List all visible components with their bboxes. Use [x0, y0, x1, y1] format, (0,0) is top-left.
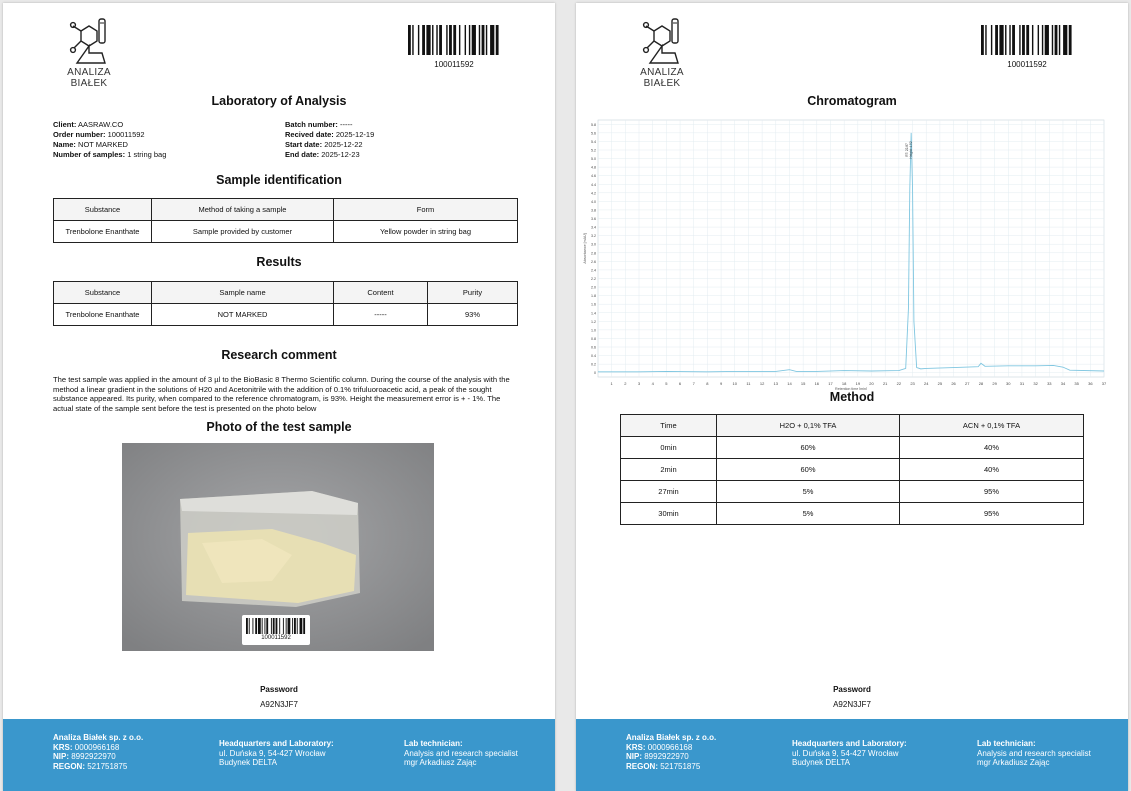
table-cell: 95% — [900, 503, 1084, 525]
tech-title: Lab technician: — [404, 739, 463, 748]
samples-value: 1 string bag — [127, 150, 167, 159]
photo-label-sticker — [242, 615, 310, 645]
y-axis-label: Absorbance [mAU] — [583, 233, 587, 264]
table-cell: Trenbolone Enanthate — [54, 221, 152, 243]
x-tick-label: 14 — [787, 381, 792, 386]
client-label: Client: — [53, 120, 77, 129]
brand-name: ANALIZA BIAŁEK — [640, 67, 684, 89]
y-tick-label: 4.4 — [591, 182, 596, 187]
y-tick-label: 5.4 — [591, 139, 596, 144]
barcode-number: 100011592 — [1007, 60, 1047, 69]
tech-role: Analysis and research specialist — [977, 748, 1091, 758]
samples-label: Number of samples: — [53, 150, 126, 159]
start-value: 2025-12-22 — [324, 140, 363, 149]
method-title: Method — [829, 390, 875, 404]
x-tick-label: 25 — [937, 381, 943, 386]
y-tick-label: 1.8 — [591, 294, 596, 299]
tech-title: Lab technician: — [977, 739, 1036, 748]
table-header: Substance — [54, 199, 152, 221]
footer-technician — [404, 739, 518, 768]
y-tick-label: 0.4 — [591, 354, 596, 359]
krs-label: KRS: — [626, 742, 646, 752]
table-cell: 93% — [428, 304, 518, 326]
order-label: Order number: — [53, 130, 106, 139]
table-header: Sample name — [152, 282, 334, 304]
x-tick-label: 11 — [746, 381, 751, 386]
end-value: 2025-12-23 — [321, 150, 360, 159]
regon-label: REGON: — [53, 761, 85, 771]
y-tick-label: 0.2 — [591, 362, 596, 367]
x-tick-label: 16 — [814, 381, 820, 386]
x-tick-label: 23 — [910, 381, 915, 386]
tech-name: mgr Arkadiusz Zając — [977, 758, 1050, 768]
x-tick-label: 21 — [882, 381, 888, 386]
x-tick-label: 15 — [800, 381, 806, 386]
x-tick-label: 30 — [1006, 381, 1011, 386]
x-tick-label: 34 — [1060, 381, 1066, 386]
received-value: 2025-12-19 — [335, 130, 375, 139]
results-table — [53, 281, 518, 326]
table-cell: 0min — [621, 437, 717, 459]
molecule-logo-icon — [69, 17, 113, 65]
nip-value: 8992922970 — [71, 752, 116, 762]
y-tick-label: 0.8 — [591, 336, 596, 341]
x-tick-label: 1 — [610, 381, 613, 386]
x-tick-label: 29 — [992, 381, 997, 386]
y-tick-label: 0 — [594, 371, 596, 376]
client-value: AASRAW.CO — [78, 120, 124, 129]
x-tick-label: 24 — [923, 381, 929, 386]
sample-id-table — [53, 198, 518, 243]
footer-company — [626, 733, 716, 771]
peak-annotation: RT: 22.87 — [905, 143, 910, 157]
x-tick-label: 19 — [855, 381, 861, 386]
x-tick-label: 12 — [759, 381, 765, 386]
table-header: Substance — [54, 282, 152, 304]
x-tick-label: 17 — [828, 381, 833, 386]
table-cell: Yellow powder in string bag — [334, 221, 518, 243]
table-cell: 27min — [621, 481, 717, 503]
order-value: 100011592 — [107, 130, 145, 139]
hq-building: Budynek DELTA — [792, 758, 850, 768]
x-tick-label: 20 — [869, 381, 874, 386]
y-tick-label: 1.4 — [591, 311, 596, 316]
hq-address: ul. Duńska 9, 54-427 Wrocław — [792, 748, 899, 758]
y-tick-label: 2.2 — [591, 276, 596, 281]
y-tick-label: 2.6 — [591, 259, 596, 264]
table-cell: 5% — [717, 481, 900, 503]
x-tick-label: 6 — [678, 381, 682, 386]
footer-headquarters — [792, 739, 907, 768]
batch-label: Batch number: — [285, 120, 338, 129]
password-value: A92N3JF7 — [260, 700, 298, 709]
x-tick-label: 33 — [1047, 381, 1052, 386]
barcode-icon — [981, 25, 1073, 55]
x-tick-label: 35 — [1074, 381, 1079, 386]
x-axis-label: Retention time [min] — [835, 387, 867, 390]
password-value: A92N3JF7 — [833, 700, 871, 709]
regon-value: 521751875 — [87, 761, 128, 771]
x-tick-label: 5 — [665, 381, 668, 386]
barcode-icon — [246, 618, 306, 634]
y-tick-label: 1.6 — [591, 302, 596, 307]
table-cell: Trenbolone Enanthate — [54, 304, 152, 326]
y-tick-label: 4.8 — [591, 165, 596, 170]
x-tick-label: 2 — [624, 381, 627, 386]
start-label: Start date: — [285, 140, 323, 149]
peak-annotation: Height: 4.52 — [909, 141, 914, 159]
table-cell: 2min — [621, 459, 717, 481]
y-tick-label: 3.6 — [591, 217, 596, 222]
x-tick-label: 13 — [773, 381, 779, 386]
hq-title: Headquarters and Laboratory: — [219, 739, 334, 748]
y-tick-label: 3.0 — [591, 242, 596, 247]
molecule-logo-icon — [642, 17, 686, 65]
footer-company — [53, 733, 143, 771]
photo-title: Photo of the test sample — [206, 420, 352, 434]
x-tick-label: 28 — [978, 381, 984, 386]
regon-label: REGON: — [626, 761, 658, 771]
table-cell: 60% — [717, 437, 900, 459]
brand-name: ANALIZA BIAŁEK — [67, 67, 111, 89]
y-tick-label: 2.0 — [591, 285, 596, 290]
nip-value: 8992922970 — [644, 752, 689, 762]
y-tick-label: 5.6 — [591, 131, 596, 136]
x-tick-label: 32 — [1033, 381, 1038, 386]
table-cell: NOT MARKED — [152, 304, 334, 326]
x-tick-label: 26 — [951, 381, 956, 386]
method-table — [620, 414, 1084, 525]
batch-value: ----- — [340, 120, 353, 129]
barcode-icon — [408, 25, 500, 55]
table-header: Time — [621, 415, 717, 437]
table-cell: 40% — [900, 437, 1084, 459]
x-tick-label: 27 — [965, 381, 970, 386]
table-cell: Sample provided by customer — [152, 221, 334, 243]
results-title: Results — [256, 255, 302, 269]
table-header: Content — [334, 282, 428, 304]
table-cell: 95% — [900, 481, 1084, 503]
x-tick-label: 31 — [1019, 381, 1025, 386]
x-tick-label: 9 — [719, 381, 723, 386]
footer — [3, 719, 555, 791]
x-tick-label: 3 — [637, 381, 641, 386]
footer — [576, 719, 1128, 791]
table-cell: 5% — [717, 503, 900, 525]
received-label: Recived date: — [285, 130, 334, 139]
x-tick-label: 10 — [732, 381, 737, 386]
company-logo — [622, 17, 702, 87]
x-tick-label: 37 — [1101, 381, 1107, 386]
company-logo — [49, 17, 129, 87]
table-cell: ----- — [334, 304, 428, 326]
barcode-number: 100011592 — [434, 60, 474, 69]
name-value: NOT MARKED — [78, 140, 128, 149]
krs-value: 0000966168 — [647, 742, 693, 752]
footer-headquarters — [219, 739, 334, 768]
y-tick-label: 5.2 — [591, 148, 596, 153]
name-label: Name: — [53, 140, 76, 149]
y-tick-label: 0.6 — [591, 345, 596, 350]
x-tick-label: 8 — [706, 381, 709, 386]
research-comment: The test sample was applied in the amount of 3 µl to the BioBasic 8 Thermo Scientific column. During the course of the analysis with the method a linear gradient in the solutions of H20 and Acetonitrile with the addition of 0.1% trifuluoroacetic acid, a peak of the sought substance appeared. Its purity, when compared to the reference chromatogram, is 93%. Height the measurement error is + - 1%. The actual state of the sample sent before the test is presented on the photo below — [53, 375, 510, 413]
tech-name: mgr Arkadiusz Zając — [404, 758, 477, 768]
client-info — [53, 120, 166, 160]
sample-id-title: Sample identification — [216, 173, 342, 187]
y-tick-label: 1.2 — [591, 319, 596, 324]
y-tick-label: 3.4 — [591, 225, 596, 230]
table-header: Form — [334, 199, 518, 221]
table-cell: 60% — [717, 459, 900, 481]
report-page-2 — [576, 3, 1128, 791]
table-cell: 40% — [900, 459, 1084, 481]
chromatogram-title: Chromatogram — [807, 94, 897, 108]
hq-title: Headquarters and Laboratory: — [792, 739, 907, 748]
photo-label-number: 100011592 — [261, 635, 291, 641]
y-tick-label: 4.0 — [591, 199, 596, 204]
x-tick-label: 18 — [841, 381, 847, 386]
company-name: Analiza Białek sp. z o.o. — [53, 733, 144, 742]
table-header: Purity — [428, 282, 518, 304]
company-name: Analiza Białek sp. z o.o. — [626, 733, 717, 742]
y-tick-label: 5.0 — [591, 157, 596, 162]
nip-label: NIP: — [626, 752, 642, 762]
date-info — [285, 120, 374, 160]
footer-technician — [977, 739, 1091, 768]
sample-photo — [122, 443, 434, 651]
report-page-1 — [3, 3, 555, 791]
y-tick-label: 2.8 — [591, 251, 596, 256]
y-tick-label: 2.4 — [591, 268, 596, 273]
x-tick-label: 22 — [896, 381, 902, 386]
krs-value: 0000966168 — [74, 742, 120, 752]
y-tick-label: 4.2 — [591, 191, 596, 196]
y-tick-label: 1.0 — [591, 328, 596, 333]
x-tick-label: 4 — [651, 381, 654, 386]
nip-label: NIP: — [53, 752, 69, 762]
table-header: ACN + 0,1% TFA — [900, 415, 1084, 437]
y-tick-label: 4.6 — [591, 174, 596, 179]
page-title: Laboratory of Analysis — [211, 94, 347, 108]
hq-address: ul. Duńska 9, 54-427 Wrocław — [219, 748, 326, 758]
y-tick-label: 5.8 — [591, 122, 596, 127]
y-tick-label: 3.2 — [591, 234, 596, 239]
x-tick-label: 7 — [692, 381, 695, 386]
end-label: End date: — [285, 150, 320, 159]
tech-role: Analysis and research specialist — [404, 748, 518, 758]
password-label: Password — [260, 685, 298, 694]
table-header: Method of taking a sample — [152, 199, 334, 221]
chromatogram-chart — [576, 115, 1128, 390]
regon-value: 521751875 — [660, 761, 701, 771]
x-tick-label: 36 — [1088, 381, 1093, 386]
krs-label: KRS: — [53, 742, 73, 752]
comment-title: Research comment — [221, 348, 337, 362]
hq-building: Budynek DELTA — [219, 758, 277, 768]
table-cell: 30min — [621, 503, 717, 525]
password-label: Password — [833, 685, 871, 694]
y-tick-label: 3.8 — [591, 208, 596, 213]
table-header: H2O + 0,1% TFA — [717, 415, 900, 437]
